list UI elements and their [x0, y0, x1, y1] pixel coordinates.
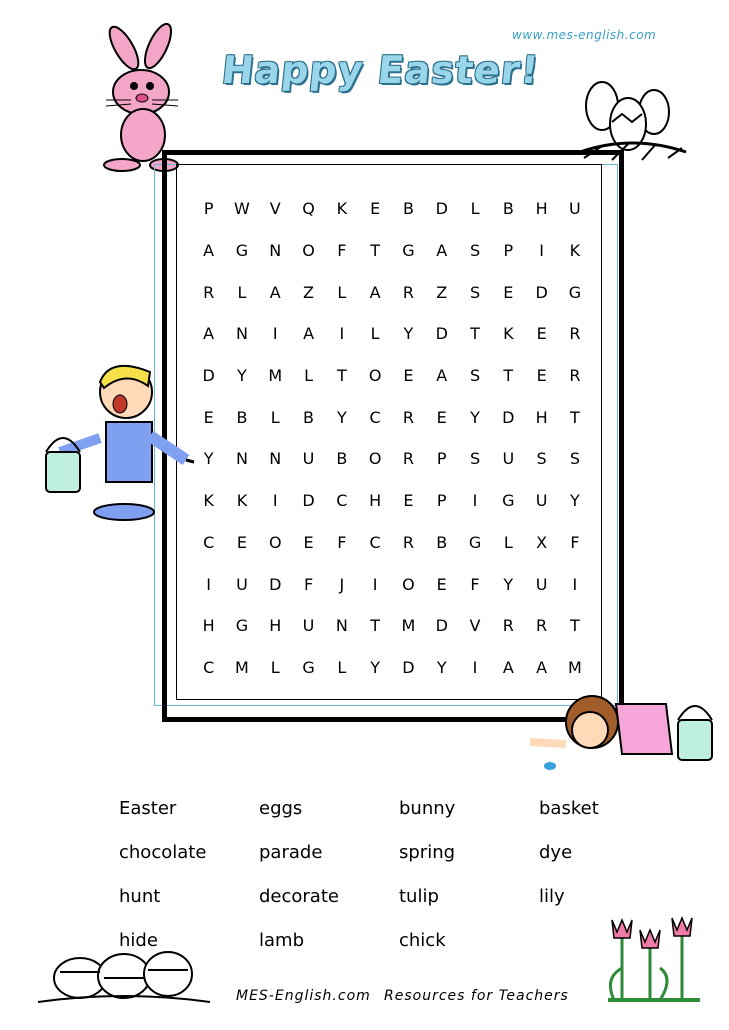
page-title: Happy Easter!	[219, 48, 542, 92]
grid-letter: S	[469, 282, 481, 302]
grid-letter: H	[535, 407, 548, 427]
grid-letter: U	[302, 616, 315, 636]
grid-letter: Y	[470, 407, 480, 427]
grid-letter: L	[270, 407, 280, 427]
grid-letter: R	[402, 407, 414, 427]
grid-letter: D	[302, 491, 315, 511]
grid-letter: E	[536, 366, 547, 386]
grid-letter: E	[303, 532, 314, 552]
grid-letter: G	[468, 532, 482, 552]
grid-letter: C	[369, 407, 381, 427]
grid-row	[192, 271, 592, 313]
grid-letter: E	[236, 532, 247, 552]
grid-letter: B	[402, 199, 414, 219]
grid-letter: T	[570, 407, 580, 427]
grid-letter: P	[503, 241, 514, 261]
grid-letter: E	[436, 407, 447, 427]
grid-letter: C	[203, 532, 215, 552]
grid-letter: O	[302, 241, 315, 261]
grid-letter: E	[203, 407, 214, 427]
grid-letter: N	[269, 241, 282, 261]
grid-letter: D	[435, 616, 448, 636]
grid-letter: Y	[503, 574, 514, 594]
word-list-item: chocolate	[119, 841, 207, 863]
grid-letter: N	[335, 616, 348, 636]
grid-letter: T	[370, 241, 381, 261]
grid-letter: P	[436, 449, 447, 469]
grid-letter: E	[503, 282, 514, 302]
grid-row	[192, 438, 592, 480]
grid-letter: V	[269, 199, 281, 219]
word-list-item: eggs	[259, 797, 303, 819]
grid-letter: L	[270, 657, 280, 677]
grid-letter: U	[535, 491, 548, 511]
grid-letter: T	[470, 324, 480, 344]
word-list-item: decorate	[259, 885, 339, 907]
word-list-row	[119, 874, 679, 918]
boy-with-basket-illustration	[40, 352, 196, 524]
grid-letter: I	[572, 574, 578, 594]
grid-letter: Y	[403, 324, 414, 344]
grid-row	[192, 313, 592, 355]
grid-letter: P	[436, 491, 447, 511]
grid-letter: L	[337, 657, 347, 677]
word-list-item: lily	[539, 885, 565, 907]
grid-letter: B	[436, 532, 448, 552]
grid-letter: T	[570, 616, 580, 636]
grid-letter: M	[568, 657, 582, 677]
grid-letter: Y	[436, 657, 447, 677]
grid-letter: A	[436, 366, 448, 386]
grid-letter: H	[535, 199, 548, 219]
grid-letter: S	[569, 449, 580, 469]
word-list-item: basket	[539, 797, 599, 819]
grid-letter: O	[368, 366, 382, 386]
grid-letter: E	[536, 324, 547, 344]
grid-letter: R	[402, 449, 414, 469]
grid-letter: L	[304, 366, 313, 386]
grid-letter: Y	[203, 449, 214, 469]
grid-letter: R	[402, 532, 414, 552]
grid-letter: I	[339, 324, 345, 344]
grid-letter: H	[269, 616, 282, 636]
grid-letter: Y	[336, 407, 347, 427]
grid-letter: N	[235, 324, 248, 344]
grid-letter: I	[372, 574, 378, 594]
grid-letter: Q	[302, 199, 315, 219]
grid-letter: I	[272, 491, 278, 511]
grid-row	[192, 522, 592, 564]
grid-letter: N	[235, 449, 248, 469]
grid-letter: I	[206, 574, 211, 594]
word-list-item: chick	[399, 929, 446, 951]
grid-letter: A	[436, 241, 448, 261]
grid-letter: O	[368, 449, 382, 469]
grid-letter: Z	[436, 282, 448, 302]
tulips-illustration	[604, 908, 704, 1008]
word-list-item: tulip	[399, 885, 439, 907]
grid-letter: R	[203, 282, 215, 302]
grid-letter: D	[269, 574, 282, 594]
grid-letter: R	[402, 282, 414, 302]
grid-letter: S	[469, 449, 481, 469]
grid-letter: K	[503, 324, 514, 344]
grid-letter: U	[535, 574, 548, 594]
site-url: www.mes-english.com	[512, 28, 657, 42]
grid-letter: G	[302, 657, 315, 677]
grid-letter: K	[236, 491, 248, 511]
grid-letter: K	[336, 199, 348, 219]
grid-letter: Y	[370, 657, 381, 677]
grid-letter: R	[502, 616, 514, 636]
word-list-row	[119, 786, 679, 830]
grid-row	[192, 563, 592, 605]
grid-letter: A	[536, 657, 548, 677]
grid-letter: G	[235, 241, 249, 261]
grid-row	[192, 480, 592, 522]
grid-letter: A	[203, 324, 215, 344]
grid-letter: R	[569, 366, 581, 386]
grid-letter: B	[336, 449, 348, 469]
grid-letter: W	[234, 199, 250, 219]
grid-letter: T	[370, 616, 381, 636]
grid-letter: D	[202, 366, 215, 386]
grid-letter: R	[569, 324, 581, 344]
word-list-item: bunny	[399, 797, 456, 819]
grid-letter: U	[502, 449, 515, 469]
grid-letter: H	[369, 491, 382, 511]
grid-letter: I	[272, 324, 278, 344]
grid-letter: A	[502, 657, 514, 677]
grid-letter: F	[337, 241, 347, 261]
grid-row	[192, 188, 592, 230]
grid-letter: H	[202, 616, 215, 636]
word-list-item: hunt	[119, 885, 161, 907]
grid-letter: A	[369, 282, 381, 302]
grid-letter: O	[402, 574, 415, 594]
word-list	[119, 786, 679, 962]
grid-letter: G	[235, 616, 249, 636]
word-list-row	[119, 830, 679, 874]
grid-letter: D	[435, 324, 448, 344]
grid-letter: U	[236, 574, 248, 594]
word-search-grid	[192, 188, 592, 688]
grid-letter: O	[268, 532, 282, 552]
grid-letter: R	[536, 616, 548, 636]
grid-letter: S	[536, 449, 547, 469]
grid-letter: K	[203, 491, 214, 511]
girl-with-basket-illustration	[526, 684, 718, 780]
grid-letter: L	[503, 532, 513, 552]
grid-letter: M	[235, 657, 249, 677]
grid-letter: F	[470, 574, 480, 594]
grid-letter: A	[203, 241, 215, 261]
grid-letter: D	[435, 199, 448, 219]
grid-letter: L	[470, 199, 480, 219]
grid-row	[192, 355, 592, 397]
word-list-item: dye	[539, 841, 573, 863]
grid-row	[192, 605, 592, 647]
decorated-eggs-illustration	[34, 942, 214, 1010]
grid-letter: Y	[570, 491, 580, 511]
grid-letter: A	[269, 282, 281, 302]
word-list-item: parade	[259, 841, 323, 863]
grid-letter: D	[535, 282, 548, 302]
grid-letter: M	[268, 366, 283, 386]
grid-letter: L	[237, 282, 247, 302]
grid-letter: I	[539, 241, 544, 261]
grid-letter: B	[236, 407, 248, 427]
grid-letter: F	[570, 532, 580, 552]
grid-letter: G	[502, 491, 515, 511]
grid-letter: F	[337, 532, 347, 552]
grid-letter: I	[472, 657, 478, 677]
footer-tagline: Resources for Teachers	[384, 988, 569, 1004]
grid-letter: Y	[237, 366, 247, 386]
word-list-item: hide	[119, 929, 158, 951]
grid-letter: D	[502, 407, 515, 427]
footer-site-name: MES-English.com	[236, 988, 371, 1004]
grid-letter: I	[472, 491, 478, 511]
grid-row	[192, 647, 592, 689]
grid-letter: C	[203, 657, 215, 677]
grid-letter: E	[370, 199, 381, 219]
grid-letter: C	[369, 532, 381, 552]
grid-letter: L	[370, 324, 380, 344]
grid-letter: U	[569, 199, 581, 219]
grid-letter: B	[502, 199, 514, 219]
grid-letter: N	[269, 449, 282, 469]
grid-letter: C	[336, 491, 348, 511]
grid-letter: V	[469, 616, 481, 636]
grid-letter: E	[403, 491, 414, 511]
grid-letter: Z	[303, 282, 315, 302]
grid-letter: S	[469, 366, 481, 386]
grid-letter: G	[402, 241, 415, 261]
grid-letter: L	[337, 282, 347, 302]
grid-row	[192, 396, 592, 438]
grid-letter: T	[503, 366, 514, 386]
grid-letter: K	[569, 241, 581, 261]
grid-letter: T	[336, 366, 347, 386]
word-list-item: Easter	[119, 797, 177, 819]
word-list-item: lamb	[259, 929, 304, 951]
grid-letter: U	[302, 449, 315, 469]
grid-letter: J	[339, 574, 345, 594]
grid-letter: X	[536, 532, 548, 552]
grid-letter: B	[303, 407, 315, 427]
grid-letter: A	[303, 324, 315, 344]
grid-letter: D	[402, 657, 415, 677]
grid-letter: M	[401, 616, 416, 636]
grid-letter: P	[203, 199, 214, 219]
grid-letter: E	[403, 366, 414, 386]
word-list-item: spring	[399, 841, 456, 863]
grid-letter: S	[469, 241, 481, 261]
grid-letter: E	[436, 574, 447, 594]
grid-row	[192, 230, 592, 272]
grid-letter: F	[303, 574, 314, 594]
grid-letter: G	[568, 282, 582, 302]
